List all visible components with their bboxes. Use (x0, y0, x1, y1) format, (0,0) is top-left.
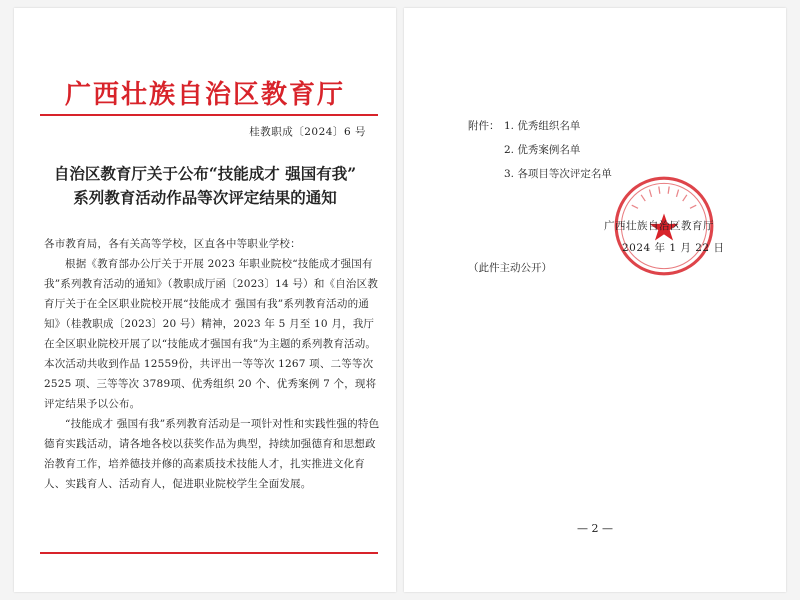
right-page (404, 8, 786, 592)
issuing-authority-header: 广西壮族自治区教育厅 (64, 80, 345, 110)
title-line-2: 系列教育活动作品等次评定结果的通知 (73, 188, 337, 207)
attachment-label: 附件： (468, 120, 500, 132)
salutation: 各市教育局，各有关高等学校，区直各中等职业学校： (44, 238, 301, 250)
attachments-list (468, 114, 612, 186)
attachment-item: 1. 优秀组织名单 (504, 120, 581, 132)
document-number: 桂教职成〔2024〕6 号 (249, 126, 366, 138)
paragraph-1: 根据《教育部办公厅关于开展 2023 年职业院校“技能成才强国有我”系列教育活动的通知》（教职成厅函〔2023〕14 号）和《自治区教育厅关于在全区职业院校开展“技能成才 强国有我”系列教育活动的通知》（桂教职成〔2023〕20 号）精神，2023 年 5 月至 10 月，我厅在全区职业院校开展了以“技能成才强国有我”为主题的系列教育活动。本次活动共收到作品 12559份，共评出一等等次 1267 项、二等等次 2525 项、三等等次 3789项、优秀组织 20 个、优秀案例 7 个，现将评定结果予以公布。 (44, 258, 379, 410)
title-line-1: 自治区教育厅关于公布“技能成才 强国有我” (53, 164, 357, 183)
document-title (34, 162, 376, 210)
header-red-rule (40, 114, 378, 116)
attachment-item: 3. 各项目等次评定名单 (504, 168, 612, 180)
body-text (44, 234, 380, 494)
disclosure-note: （此件主动公开） (468, 262, 552, 274)
footer-red-rule (40, 552, 378, 554)
issuing-organization: 广西壮族自治区教育厅 (604, 220, 714, 232)
issue-date: 2024 年 1 月 22 日 (622, 242, 725, 254)
paragraph-2: “技能成才 强国有我”系列教育活动是一项针对性和实践性强的特色德育实践活动，请各地各校以获奖作品为典型，持续加强德育和思想政治教育工作，培养德技并修的高素质技术技能人才，扎实推进文化育人、实践育人、活动育人，促进职业院校学生全面发展。 (44, 418, 380, 490)
attachment-item: 2. 优秀案例名单 (504, 144, 581, 156)
left-page (14, 8, 396, 592)
page-number: — 2 — (577, 522, 613, 535)
